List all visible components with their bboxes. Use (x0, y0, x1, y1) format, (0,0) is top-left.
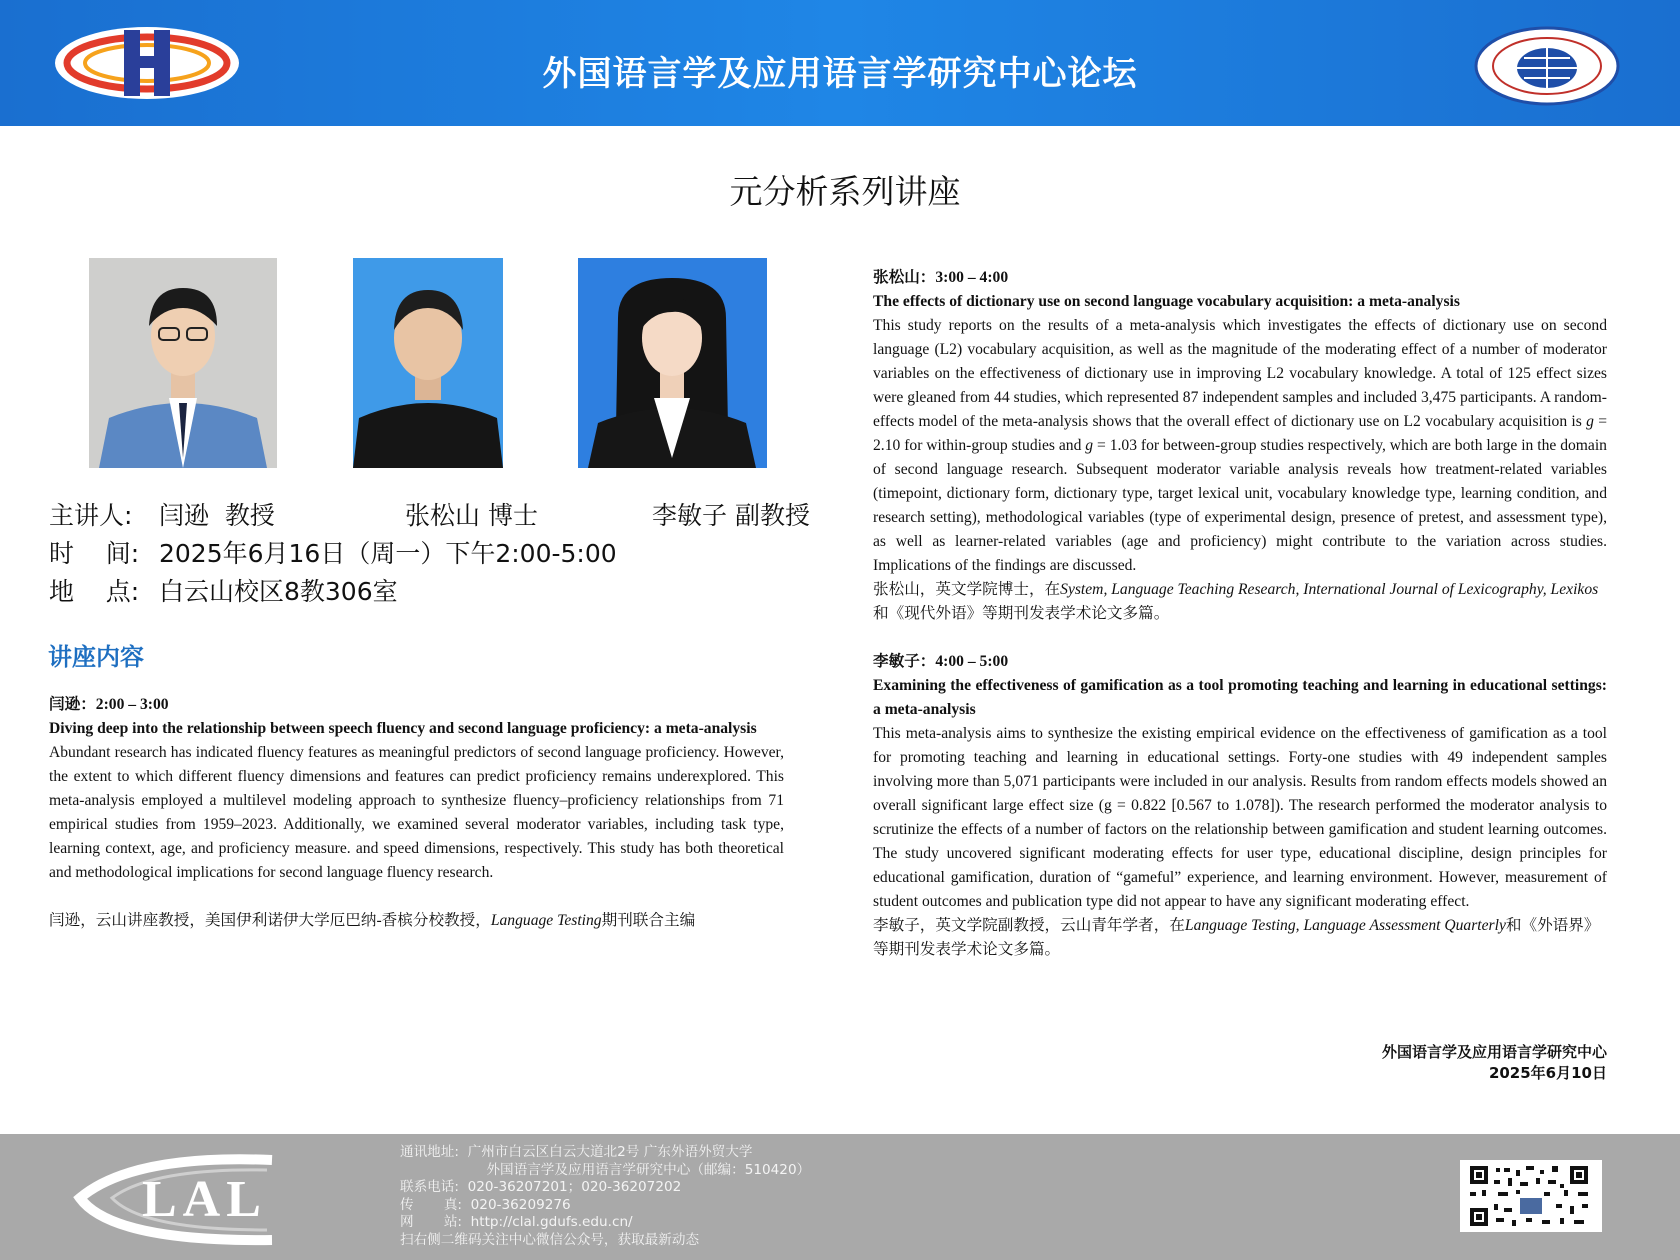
footer-contact (400, 1144, 810, 1249)
lecture-title: Examining the effectiveness of gamification as a tool promoting teaching and learning in educational settings: a meta-analysis (873, 677, 1607, 718)
footer-address: 通讯地址: 广州市白云区白云大道北2号 广东外语外贸大学 (400, 1144, 753, 1160)
speaker-2-name: 张松山 博士 (405, 501, 538, 530)
time-value: 2025年6月16日（周一）下午2:00-5:00 (159, 539, 617, 568)
bio-journal: Language Testing, Language Assessment Quarterly (1184, 917, 1506, 934)
content-heading: 讲座内容 (48, 643, 144, 671)
footer-phone: 联系电话: 020-36207201；020-36207202 (400, 1179, 682, 1195)
stat-symbol: g (1586, 413, 1594, 430)
bio-text-end: 期刊联合主编 (601, 912, 696, 929)
lecture-li (873, 650, 1607, 962)
speaker-bio (873, 914, 1607, 962)
clal-logo (72, 1150, 372, 1246)
speakers-line (49, 496, 810, 532)
speaker-photo-li (578, 258, 767, 468)
abstract-part: = 1.03 for between-group studies respectively, which are both large in the domain of second language research. Subsequent moderator variable analysis reveals how treatment-related variables (timepoint, dictionary form, dictionary type, target lexical unit, vocabulary knowledge type, learning condition, and research setting), methodological variables (type of experimental design, presence of pretest, and assessment type), as well as learner-related variables (age and proficiency) might contribute to the variation across studies. Implications of the findings are discussed. (873, 437, 1607, 574)
lecture-time: 闫逊：2:00 – 3:00 (49, 696, 169, 713)
speaker-photo-zhang (353, 258, 503, 468)
speaker-bio (873, 578, 1607, 626)
signature-date: 2025年6月10日 (1488, 1064, 1607, 1082)
lecture-abstract: Abundant research has indicated fluency features as meaningful predictors of second language proficiency. However, the extent to which different fluency dimensions and features can predict proficiency remains underexplored. This meta-analysis employed a multilevel modeling approach to synthesize fluency–proficiency relationships from 71 empirical studies from 1959–2023. Additionally, we examined several moderator variables, including task type, learning context, age, and proficiency measure. and speed dimensions, respectively. This study has both theoretical and methodological implications for second language fluency research. (49, 744, 784, 881)
speakers-label: 主讲人: (49, 501, 133, 530)
stat-symbol: g (1085, 437, 1094, 454)
header-title: 外国语言学及应用语言学研究中心论坛 (542, 54, 1138, 94)
series-subtitle: 元分析系列讲座 (729, 172, 961, 211)
lecture-zhang (873, 266, 1607, 626)
footer-fax: 传 真: 020-36209276 (400, 1196, 571, 1213)
lecture-abstract (873, 314, 1607, 578)
wechat-qr-code (1460, 1160, 1602, 1232)
abstract-part: This study reports on the results of a meta-analysis which investigates the effects of dictionary use on second language (L2) vocabulary acquisition, as well as the magnitude of the moderating effect of a number of moderator variables on the effectiveness of dictionary use in improving L2 vocabulary knowledge. A total of 125 effect sizes were gleaned from 44 studies, which represented 87 independent samples and included 3,475 participants. A random-effects model of the meta-analysis shows that the overall effect of dictionary use on L2 vocabulary acquisition is (873, 317, 1607, 430)
bio-text: 李敏子，英文学院副教授，云山青年学者，在 (873, 917, 1185, 934)
speaker-photo-yan (89, 258, 277, 468)
abstract-part: = 2.10 for within-group studies and (873, 413, 1607, 454)
bio-text-end: 和《现代外语》等期刊发表学术论文多篇。 (873, 605, 1170, 622)
place-label: 地 点: (49, 577, 140, 606)
time-line (49, 534, 617, 570)
footer-website[interactable]: 网 站: http://clal.gdufs.edu.cn/ (400, 1214, 633, 1230)
university-logo (1474, 26, 1620, 106)
lecture-title: The effects of dictionary use on second language vocabulary acquisition: a meta-analysis (873, 293, 1460, 310)
bio-text-end: 和《外语界》等期刊发表学术论文多篇。 (873, 917, 1600, 958)
speaker-1-name: 闫逊 教授 (159, 501, 275, 530)
speaker-3-name: 李敏子 副教授 (652, 501, 810, 530)
lecture-title: Diving deep into the relationship between speech fluency and second language proficiency: a meta-analysis (49, 720, 757, 737)
lecture-time: 张松山：3:00 – 4:00 (873, 269, 1009, 286)
footer-address-2: 外国语言学及应用语言学研究中心（邮编：510420） (400, 1161, 811, 1178)
lecture-yan (49, 693, 784, 933)
lecture-abstract: This meta-analysis aims to synthesize the existing empirical evidence on the effectiveness of gamification as a tool for promoting teaching and learning in educational settings. Forty-one studies with 49 independent samples involving more than 5,071 participants were included in our analysis. Results from random effects models showed an overall significant large effect size (g = 0.822 [0.567 to 1.078]). The research performed the moderator analysis to scrutinize the effects of a number of factors on the relationship between gamification and student learning outcomes. The study uncovered significant moderating effects for user type, educational discipline, design principles for educational gamification, duration of “gameful” experience, and learning environment. However, measurement of student outcomes and publication type did not appear to have any significant moderating effect. (873, 725, 1607, 910)
place-value: 白云山校区8教306室 (159, 577, 398, 606)
bio-text: 张松山，英文学院博士，在 (873, 581, 1061, 598)
place-line (49, 572, 398, 608)
time-label: 时 间: (49, 539, 140, 568)
logo-text: LAL (142, 1171, 267, 1228)
bio-text: 闫逊，云山讲座教授，美国伊利诺伊大学厄巴纳-香槟分校教授， (49, 912, 491, 929)
lecture-time: 李敏子：4:00 – 5:00 (873, 653, 1009, 670)
signature-org: 外国语言学及应用语言学研究中心 (1381, 1043, 1607, 1061)
bio-journal: System, Language Teaching Research, International Journal of Lexicography, Lexikos (1060, 581, 1599, 598)
footer-qr-note: 扫右侧二维码关注中心微信公众号，获取最新动态 (400, 1231, 700, 1248)
speaker-bio (49, 909, 784, 933)
signature-block (1200, 1042, 1607, 1084)
bio-journal: Language Testing (490, 912, 602, 929)
